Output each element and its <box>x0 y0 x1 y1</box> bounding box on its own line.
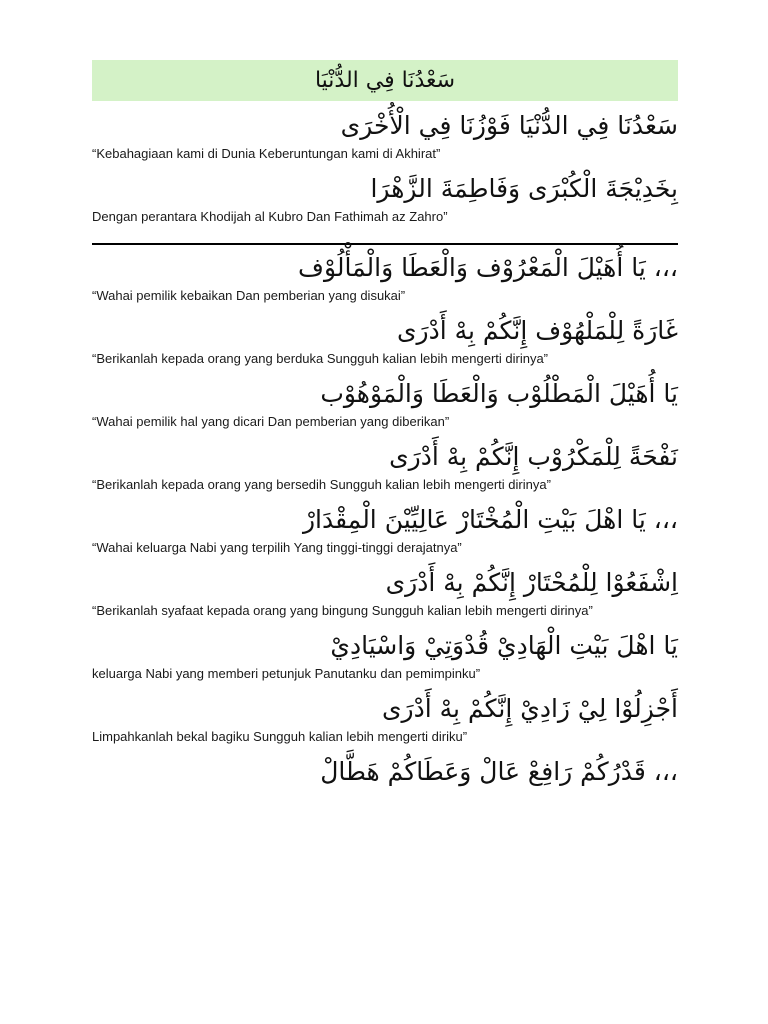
verse-4 <box>92 314 678 367</box>
arabic-line: ،،، قَدْرُكُمْ رَافِعْ عَالْ وَعَطَاكُمْ هَطَّالْ <box>320 757 678 786</box>
translation-line: Dengan perantara Khodijah al Kubro Dan Fathimah az Zahro” <box>92 209 448 224</box>
verse-6 <box>92 440 678 493</box>
translation-line: keluarga Nabi yang memberi petunjuk Panutanku dan pemimpinku” <box>92 666 481 681</box>
translation-line: “Kebahagiaan kami di Dunia Keberuntungan kami di Akhirat” <box>92 146 441 161</box>
verse-5 <box>92 377 678 430</box>
verse-7 <box>92 503 678 556</box>
verse-9 <box>92 629 678 682</box>
translation-line: “Berikanlah syafaat kepada orang yang bingung Sungguh kalian lebih mengerti dirinya” <box>92 603 593 618</box>
verse-1 <box>92 109 678 162</box>
arabic-line: سَعْدُنَا فِي الدُّنْيَا فَوْزُنَا فِي الْأُخْرَى <box>340 111 678 140</box>
arabic-line: اِشْفَعُوْا لِلْمُحْتَارْ إِنَّكُمْ بِهْ أَدْرَى <box>385 568 678 597</box>
translation-line: “Berikanlah kepada orang yang berduka Sungguh kalian lebih mengerti dirinya” <box>92 351 549 366</box>
arabic-line: ،،، يَا أُهَيْلَ الْمَعْرُوْف وَالْعَطَا وَالْمَأْلُوْف <box>298 253 678 282</box>
translation-line: “Wahai pemilik hal yang dicari Dan pemberian yang diberikan” <box>92 414 450 429</box>
section-divider <box>92 243 678 245</box>
translation-line: Limpahkanlah bekal bagiku Sungguh kalian lebih mengerti diriku” <box>92 729 468 744</box>
document-page <box>92 60 678 789</box>
verse-10 <box>92 692 678 745</box>
arabic-line: يَا أُهَيْلَ الْمَطْلُوْب وَالْعَطَا وَالْمَوْهُوْب <box>320 379 678 408</box>
page-title: سَعْدُنَا فِي الدُّنْيَا <box>92 60 678 101</box>
translation-line: “Wahai keluarga Nabi yang terpilih Yang tinggi-tinggi derajatnya” <box>92 540 462 555</box>
verse-11 <box>92 755 678 789</box>
verse-2 <box>92 172 678 225</box>
arabic-line: بِخَدِيْجَةَ الْكُبْرَى وَفَاطِمَةَ الزَّهْرَا <box>370 174 678 203</box>
arabic-line: نَفْحَةً لِلْمَكْرُوْب إِنَّكُمْ بِهْ أَدْرَى <box>389 442 678 471</box>
verse-3 <box>92 251 678 304</box>
arabic-line: غَارَةً لِلْمَلْهُوْف إِنَّكُمْ بِهْ أَدْرَى <box>396 316 678 345</box>
arabic-line: أَجْزِلُوْا لِيْ زَادِيْ إِنَّكُمْ بِهْ أَدْرَى <box>381 694 678 723</box>
translation-line: “Wahai pemilik kebaikan Dan pemberian yang disukai” <box>92 288 406 303</box>
verse-8 <box>92 566 678 619</box>
arabic-line: ،،، يَا اهْلَ بَيْتِ الْمُخْتَارْ عَالِيِّيْنَ الْمِقْدَارْ <box>302 505 678 534</box>
arabic-line: يَا اهْلَ بَيْتِ الْهَادِيْ قُدْوَتِيْ وَاسْيَادِيْ <box>330 631 678 660</box>
translation-line: “Berikanlah kepada orang yang bersedih Sungguh kalian lebih mengerti dirinya” <box>92 477 551 492</box>
